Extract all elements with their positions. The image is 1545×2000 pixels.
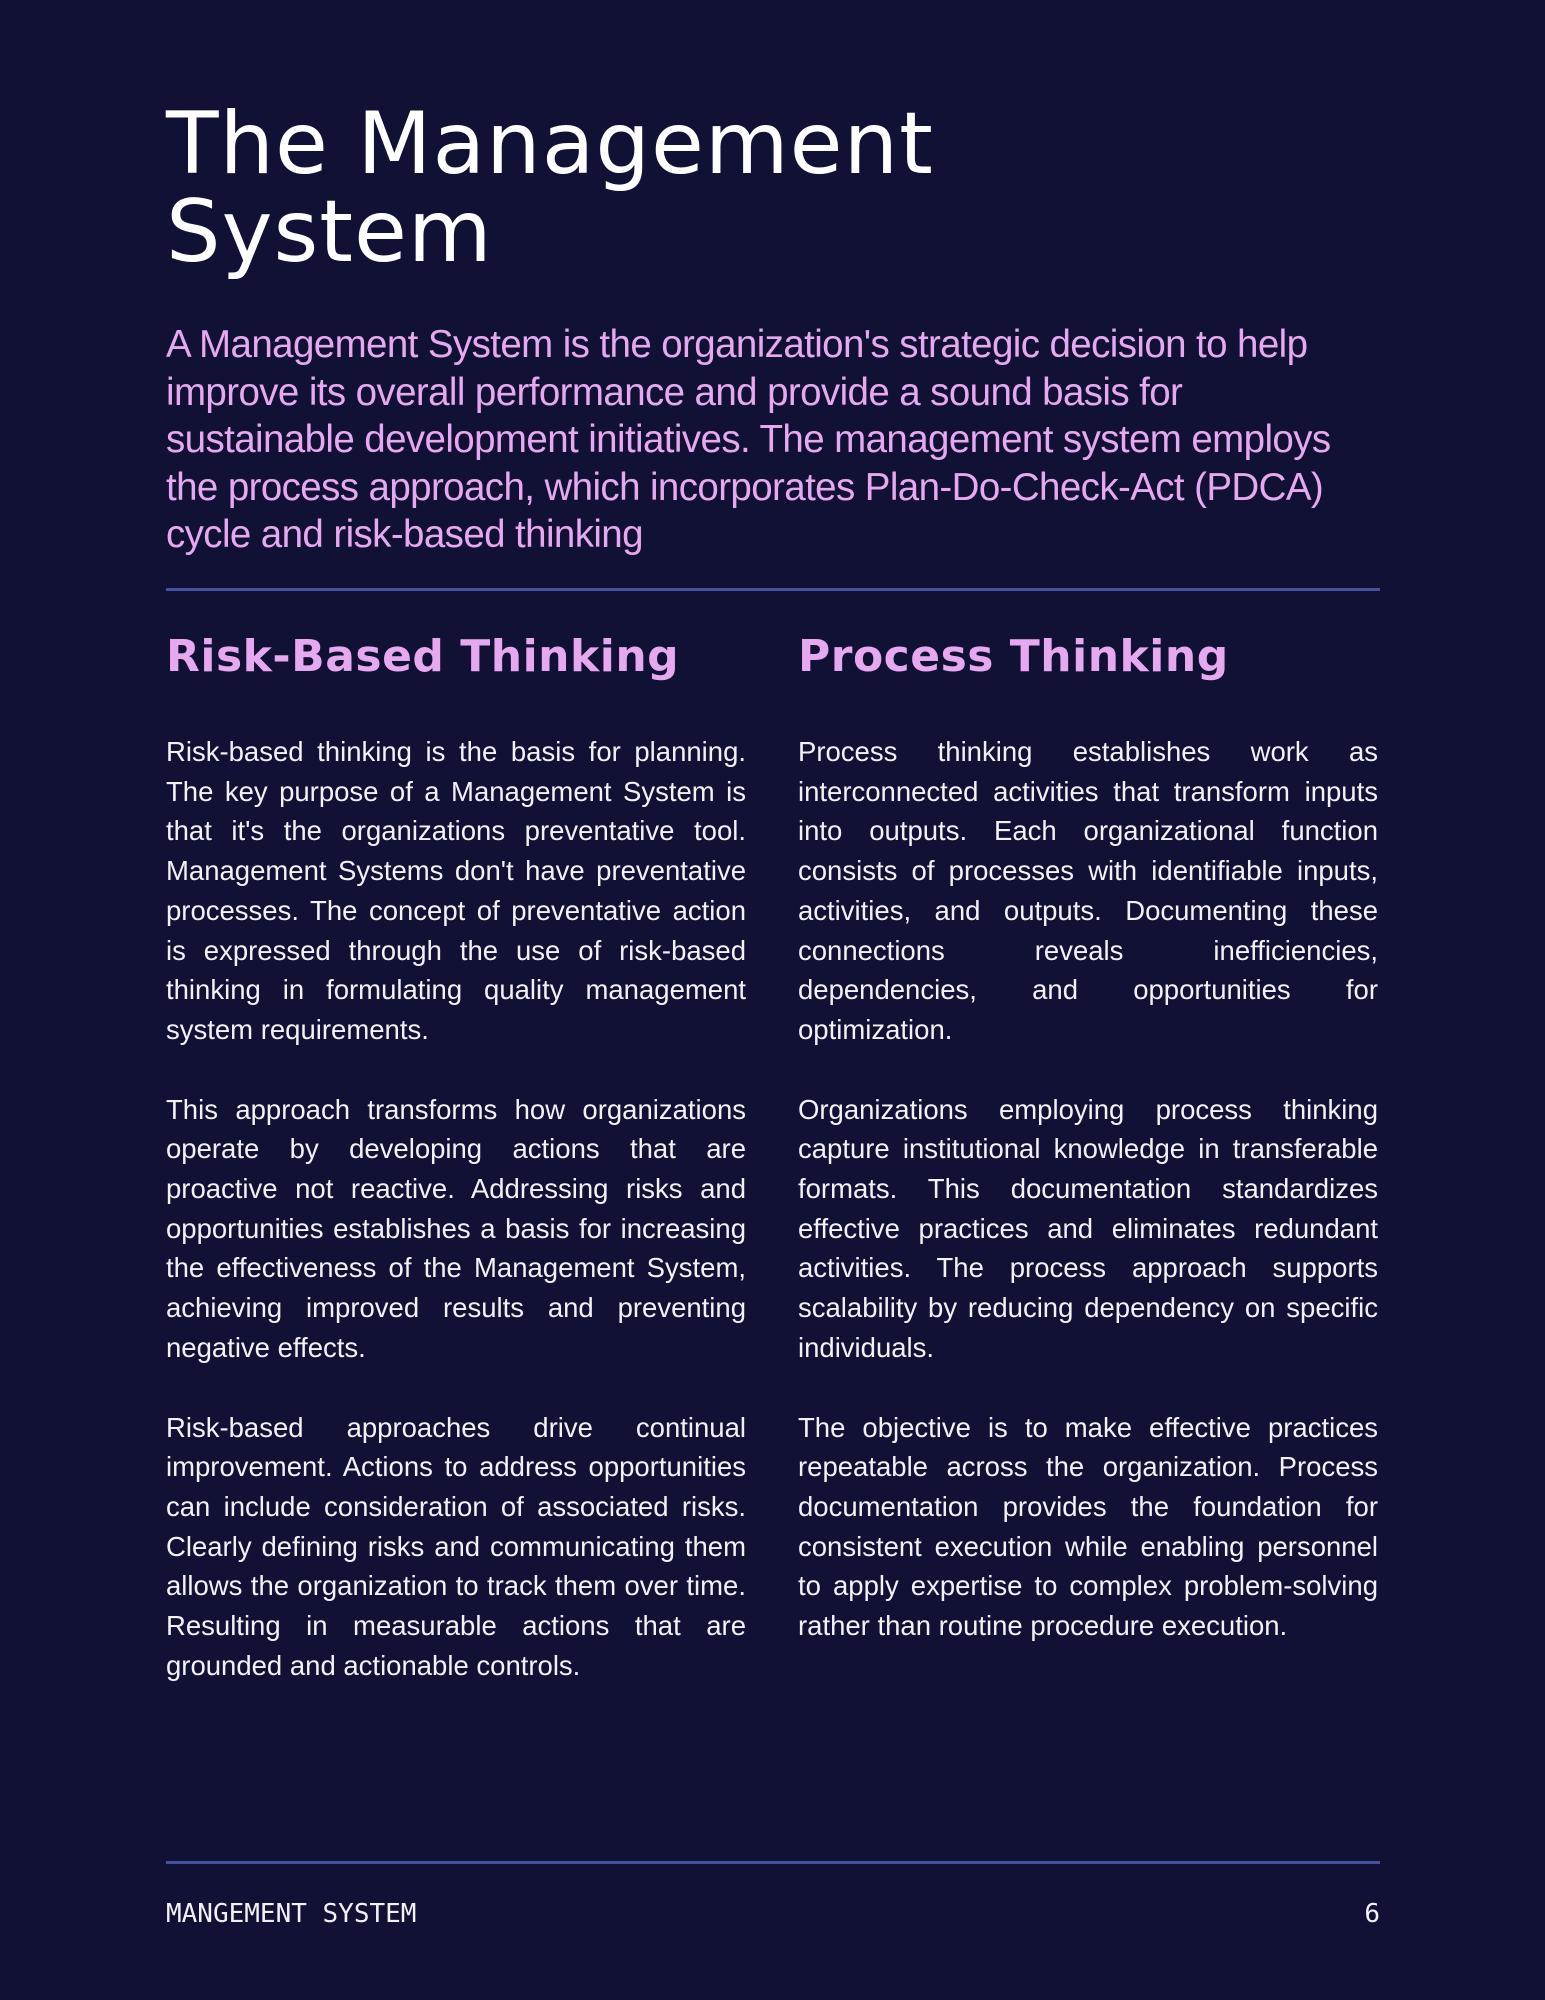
risk-based-thinking-heading: Risk-Based Thinking <box>166 631 680 682</box>
intro-paragraph: A Management System is the organization's strategic decision to help improve its overall performance and provide a sound basis for sustainable development initiatives. The management system employs the process approach, which incorporates Plan-Do-Check-Act (PDCA) cycle and risk-based thinking <box>166 323 1331 556</box>
top-divider <box>166 588 1380 591</box>
process-thinking-body <box>798 732 1378 1646</box>
process-paragraph-1: Process thinking establishes work as interconnected activities that transform inputs into outputs. Each organizational function consists of processes with identifiable inputs, activities, and outputs. Documenting these connections reveals inefficiencies, dependencies, and opportunities for optimization. <box>798 736 1378 1045</box>
document-page <box>166 0 1380 2000</box>
risk-paragraph-2: This approach transforms how organizations operate by developing actions that are proactive not reactive. Addressing risks and opportunities establishes a basis for increasing the effectiveness of the Management System, achieving improved results and preventing negative effects. <box>166 1093 746 1363</box>
process-thinking-heading: Process Thinking <box>798 631 1229 682</box>
page-title <box>166 94 1380 282</box>
risk-paragraph-3: Risk-based approaches drive continual improvement. Actions to address opportunities can include consideration of associated risks. Clearly defining risks and communicating them allows the organization to track them over time. Resulting in measurable actions that are grounded and actionable controls. <box>166 1411 746 1681</box>
process-thinking-column <box>798 624 1378 1686</box>
page-title-line-1: The Management <box>166 94 934 194</box>
footer-section-label: MANGEMENT SYSTEM <box>166 1899 417 1929</box>
footer-divider <box>166 1861 1380 1864</box>
risk-based-thinking-column <box>166 624 746 1725</box>
risk-paragraph-1: Risk-based thinking is the basis for planning. The key purpose of a Management System is that it's the organizations preventative tool. Management Systems don't have preventative processes. The concept of preventative action is expressed through the use of risk-based thinking in formulating quality management system requirements. <box>166 736 746 1045</box>
page-title-line-2: System <box>166 182 493 282</box>
process-paragraph-2: Organizations employing process thinking capture institutional knowledge in transferable formats. This documentation standardizes effective practices and eliminates redundant activities. The process approach supports scalability by reducing dependency on specific individuals. <box>798 1093 1378 1363</box>
process-paragraph-3: The objective is to make effective practices repeatable across the organization. Process documentation provides the foundation for consistent execution while enabling personnel to apply expertise to complex problem-solving rather than routine procedure execution. <box>798 1411 1378 1642</box>
footer-page-number: 6 <box>1364 1899 1380 1929</box>
risk-based-thinking-body <box>166 732 746 1685</box>
